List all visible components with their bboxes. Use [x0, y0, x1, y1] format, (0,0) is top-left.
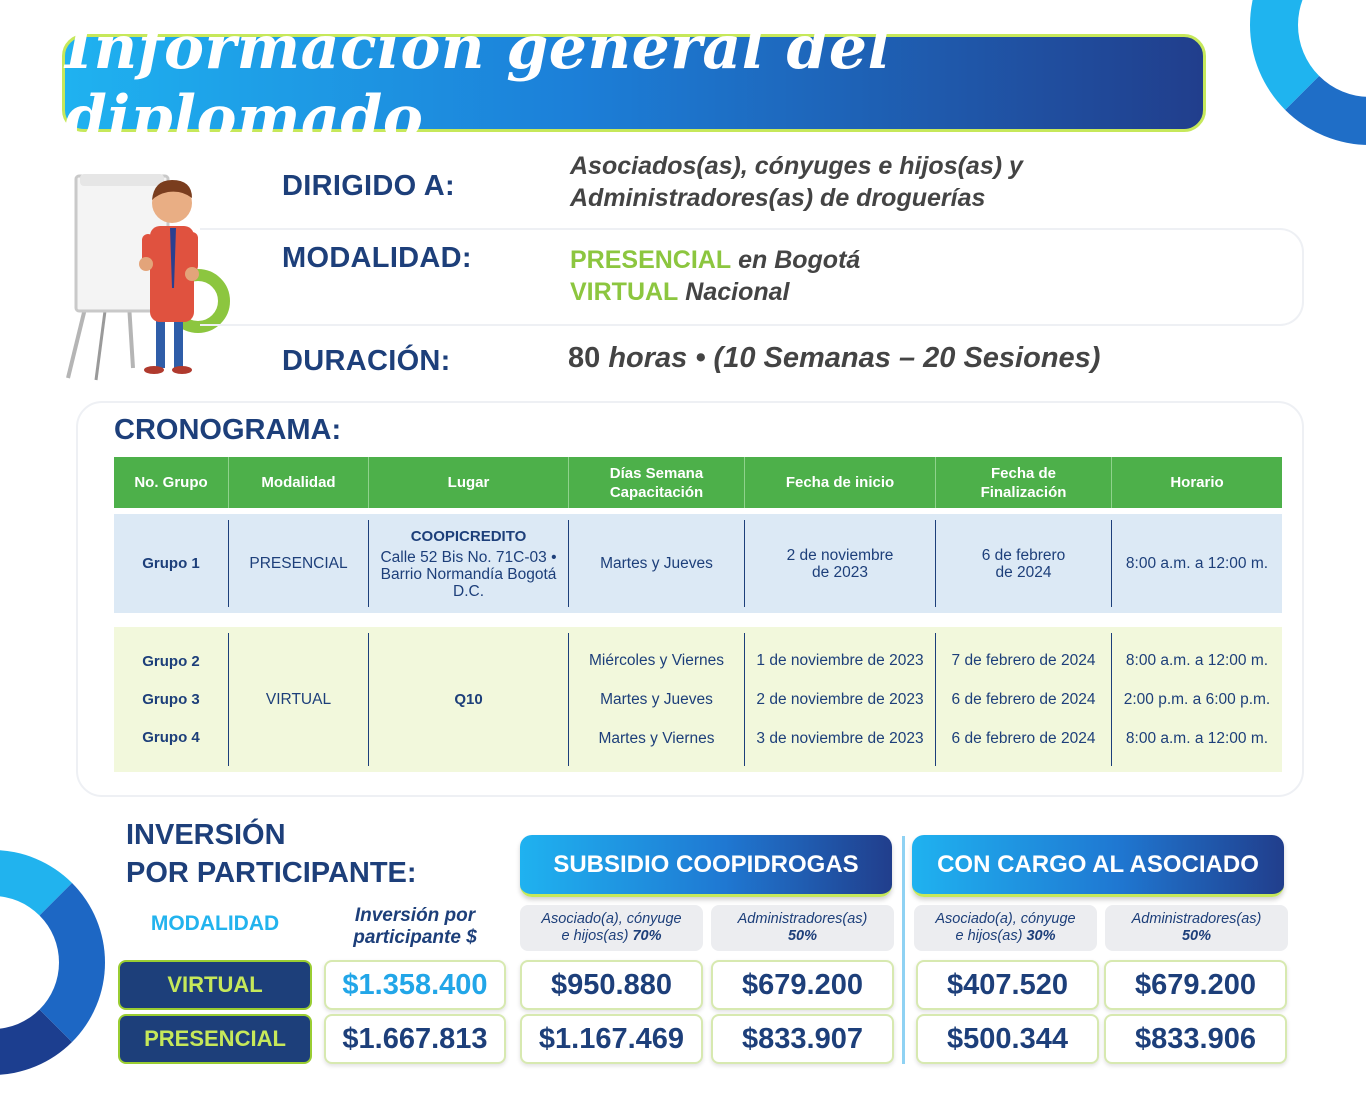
- row2-dias: [569, 633, 745, 766]
- subsidio-admin-label: [711, 905, 894, 951]
- decorative-ring-bottom-left: [0, 850, 105, 1075]
- inversion-col-modalidad: MODALIDAD: [150, 912, 280, 935]
- row1-lugar: [369, 520, 569, 607]
- row2-dias-2: Martes y Jueves: [600, 691, 713, 708]
- virtual-subsidio-admin: $679.200: [711, 960, 894, 1010]
- duracion-label: DURACIÓN:: [282, 345, 451, 377]
- subsidio-asociado-line-1: Asociado(a), cónyuge: [541, 911, 682, 927]
- header-dias: Días Semana Capacitación: [569, 457, 745, 508]
- header-lugar: Lugar: [369, 457, 569, 508]
- virtual-cargo-admin: $679.200: [1104, 960, 1287, 1010]
- cargo-admin-label: [1105, 905, 1288, 951]
- dirigido-line-2: Administradores(as) de droguerías: [570, 184, 986, 212]
- duracion-detail: horas • (10 Semanas – 20 Sesiones): [600, 342, 1101, 374]
- cargo-admin-line-1: Administradores(as): [1131, 911, 1262, 927]
- title-banner: [62, 13, 1206, 153]
- row2-inicio-1: 1 de noviembre de 2023: [756, 652, 924, 669]
- modalidad-label: MODALIDAD:: [282, 242, 472, 274]
- modalidad-presencial: PRESENCIAL: [570, 246, 732, 274]
- duracion-value: [568, 342, 1100, 375]
- header-grupo: No. Grupo: [114, 457, 229, 508]
- row1-grupo: Grupo 1: [114, 520, 229, 607]
- subsidio-asociado-line-2: e hijos(as): [561, 928, 633, 944]
- row2-inicio-3: 3 de noviembre de 2023: [756, 730, 924, 747]
- cargo-asociado-line-2: e hijos(as): [955, 928, 1027, 944]
- row1-dias: Martes y Jueves: [569, 520, 745, 607]
- subsidio-asociado-pct: 70%: [632, 928, 662, 944]
- row2-fin-2: 6 de febrero de 2024: [951, 691, 1096, 708]
- cargo-asociado-line-1: Asociado(a), cónyuge: [935, 911, 1076, 927]
- presencial-cargo-asociado: $500.344: [916, 1014, 1099, 1064]
- dirigido-line-1: Asociados(as), cónyuges e hijos(as) y: [570, 152, 1023, 180]
- modalidad-virtual-rest: Nacional: [678, 278, 790, 306]
- header-modalidad: Modalidad: [229, 457, 369, 508]
- dirigido-value: [570, 150, 1023, 214]
- subsidio-admin-pct: 50%: [787, 928, 818, 944]
- row2-horario: [1112, 633, 1282, 766]
- subsidio-admin-line-1: Administradores(as): [737, 911, 868, 927]
- row2-inicio: [745, 633, 936, 766]
- row1-lugar-name: COOPICREDITO: [410, 527, 527, 545]
- presencial-cargo-admin: $833.906: [1104, 1014, 1287, 1064]
- subsidio-asociado-label: [520, 905, 703, 951]
- header-fecha-fin: Fecha de Finalización: [936, 457, 1112, 508]
- inversion-col-inversion: [324, 905, 506, 949]
- virtual-subsidio-asociado: $950.880: [520, 960, 703, 1010]
- inversion-row-presencial-label: PRESENCIAL: [118, 1014, 312, 1064]
- presencial-subsidio-admin: $833.907: [711, 1014, 894, 1064]
- row2-grupo-4: Grupo 4: [142, 729, 200, 746]
- duracion-hours: 80: [568, 342, 601, 374]
- row1-modalidad: PRESENCIAL: [229, 520, 369, 607]
- row2-lugar: Q10: [369, 633, 569, 766]
- row1-horario: 8:00 a.m. a 12:00 m.: [1125, 555, 1269, 572]
- cronograma-title: CRONOGRAMA:: [114, 414, 342, 446]
- inversion-col-inversion-line-1: Inversión por: [354, 905, 476, 926]
- presencial-subsidio-asociado: $1.167.469: [520, 1014, 703, 1064]
- dirigido-label: DIRIGIDO A:: [282, 170, 455, 202]
- virtual-cargo-asociado: $407.520: [916, 960, 1099, 1010]
- row1-lugar-address: Calle 52 Bis No. 71C-03 • Barrio Normandía Bogotá D.C.: [380, 548, 557, 600]
- row2-fin-1: 7 de febrero de 2024: [951, 652, 1096, 669]
- row2-horario-2: 2:00 p.m. a 6:00 p.m.: [1123, 691, 1271, 708]
- virtual-inversion: $1.358.400: [324, 960, 506, 1010]
- subsidio-header: SUBSIDIO COOPIDROGAS: [520, 835, 892, 897]
- row2-horario-3: 8:00 a.m. a 12:00 m.: [1125, 730, 1269, 747]
- row2-grupo-3: Grupo 3: [142, 691, 200, 708]
- row1-fin: 6 de febrero de 2024: [936, 520, 1112, 607]
- cargo-asociado-pct: 30%: [1026, 928, 1056, 944]
- section-divider: [902, 836, 905, 1064]
- header-horario: Horario: [1170, 474, 1224, 491]
- presencial-inversion: $1.667.813: [324, 1014, 506, 1064]
- page-title: Información general del diplomado: [65, 13, 891, 153]
- row2-grupos: [114, 633, 229, 766]
- row2-dias-3: Martes y Viernes: [598, 730, 715, 747]
- modalidad-virtual: VIRTUAL: [570, 278, 679, 306]
- inversion-title-line-2: POR PARTICIPANTE:: [126, 857, 417, 889]
- row2-horario-1: 8:00 a.m. a 12:00 m.: [1125, 652, 1269, 669]
- cargo-header: CON CARGO AL ASOCIADO: [912, 835, 1284, 897]
- decorative-ring-top-right: [1250, 0, 1366, 145]
- row2-modalidad: VIRTUAL: [229, 633, 369, 766]
- table-row-grupo-1: [114, 514, 1282, 613]
- row2-inicio-2: 2 de noviembre de 2023: [756, 691, 924, 708]
- header-fecha-inicio: Fecha de inicio: [745, 457, 936, 508]
- cargo-asociado-label: [914, 905, 1097, 951]
- inversion-col-inversion-line-2: participante $: [353, 927, 477, 948]
- inversion-row-virtual-label: VIRTUAL: [118, 960, 312, 1010]
- inversion-title-line-1: INVERSIÓN: [126, 819, 286, 851]
- modalidad-value: [570, 244, 860, 308]
- row1-inicio: 2 de noviembre de 2023: [745, 520, 936, 607]
- row2-dias-1: Miércoles y Viernes: [589, 652, 724, 669]
- inversion-title: [126, 816, 417, 892]
- table-row-grupos-virtual: [114, 627, 1282, 772]
- cronograma-table-header: [114, 457, 1282, 508]
- row2-grupo-2: Grupo 2: [142, 653, 200, 670]
- row2-fin-3: 6 de febrero de 2024: [951, 730, 1096, 747]
- cargo-admin-pct: 50%: [1181, 928, 1212, 944]
- modalidad-presencial-rest: en Bogotá: [731, 246, 861, 274]
- row2-fin: [936, 633, 1112, 766]
